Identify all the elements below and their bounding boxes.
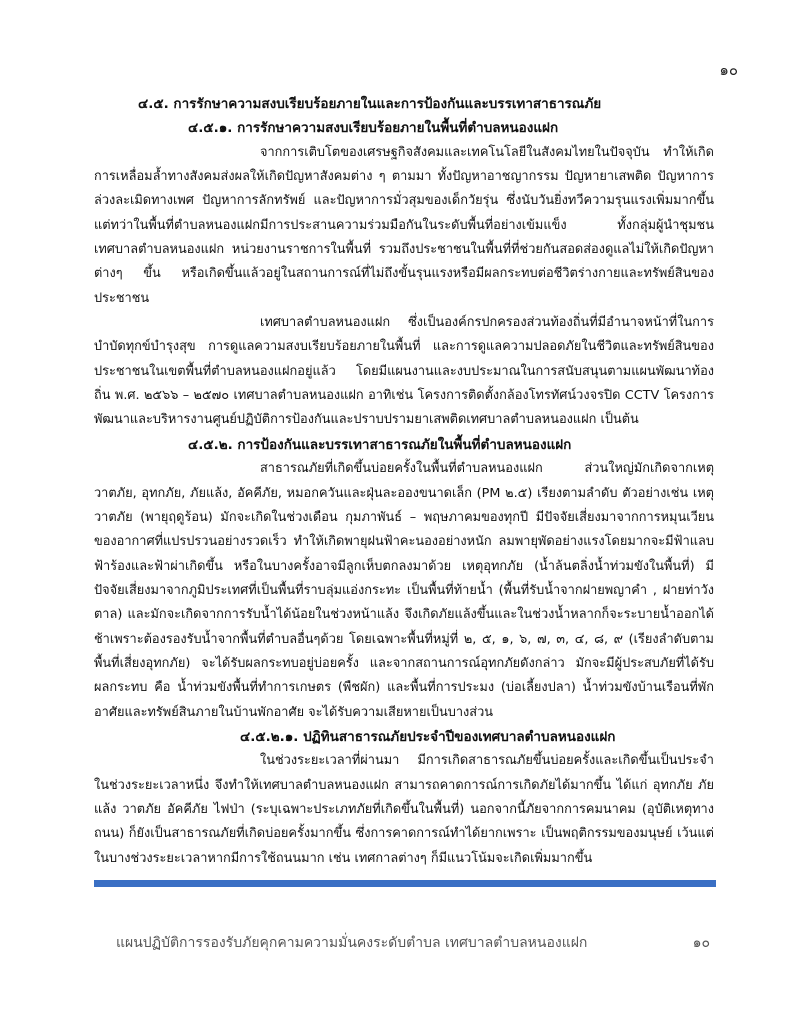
section-heading-4-5: ๔.๕. การรักษาความสงบเรียบร้อยภายในและการป้องกันและบรรเทาสาธารณภัย — [138, 96, 602, 112]
paragraph-4: ในช่วงระยะเวลาที่ผ่านมา มีการเกิดสาธารณภัยขึ้นบ่อยครั้งและเกิดขึ้นเป็นประจำในช่วงระยะเวลาหนึ่ง จึงทำให้เทศบาลตำบลหนองแฝก สามารถคาดการณ์การเกิดภัยได้มากขึ้น ได้แก่ อุทกภัย ภัยแล้ง วาตภัย อัคคีภัย ไฟป่า (ระบุเฉพาะประเภทภัยที่เกิดขึ้นในพื้นที่) นอกจากนี้ภัยจากการคมนาคม (อุบัติเหตุทางถนน) ก็ยังเป็นสาธารณภัยที่เกิดบ่อยครั้งมากขึ้น ซึ่งการคาดการณ์ทำได้ยากเพราะ เป็นพฤติกรรมของมนุษย์ เว้นแต่ในบางช่วงระยะเวลาหากมีการใช้ถนนมาก เช่น เทศกาลต่างๆ ก็มีแนวโน้มจะเกิดเพิ่มมากขึ้น — [94, 753, 714, 866]
document-body — [94, 92, 714, 871]
page-number-top: ๑๐ — [719, 61, 738, 79]
footer-page-number: ๑๐ — [692, 935, 710, 951]
paragraph-3: สาธารณภัยที่เกิดขึ้นบ่อยครั้งในพื้นที่ตำบลหนองแฝก ส่วนใหญ่มักเกิดจากเหตุวาตภัย, อุทกภัย, ภัยแล้ง, อัคคีภัย, หมอกควันและฝุ่นละอองขนาดเล็ก (PM ๒.๕) เรียงตามลำดับ ตัวอย่างเช่น เหตุวาตภัย (พายุฤดูร้อน) มักจะเกิดในช่วงเดือน กุมภาพันธ์ – พฤษภาคมของทุกปี มีปัจจัยเสี่ยงมาจากการหมุนเวียนของอากาศที่แปรปรวนอย่างรวดเร็ว ทำให้เกิดพายุฝนฟ้าคะนองอย่างหนัก ลมพายุพัดอย่างแรงโดยมากจะมีฟ้าแลบฟ้าร้องและฟ้าผ่าเกิดขึ้น หรือในบางครั้งอาจมีลูกเห็บตกลงมาด้วย เหตุอุทกภัย (น้ำล้นตลิ่งน้ำท่วมขังในพื้นที่) มีปัจจัยเสี่ยงมาจากภูมิประเทศที่เป็นพื้นที่ราบลุ่มแอ่งกระทะ เป็นพื้นที่ท้ายน้ำ (พื้นที่รับน้ำจากฝายพญาคำ , ฝายท่าวังตาล) และมักจะเกิดจากการรับน้ำได้น้อยในช่วงหน้าแล้ง จึงเกิดภัยแล้งขึ้นและในช่วงน้ำหลากก็จะระบายน้ำออกได้ช้าเพราะต้องรองรับน้ำจากพื้นที่ตำบลอื่นๆด้วย โดยเฉพาะพื้นที่หมู่ที่ ๒, ๕, ๑, ๖, ๗, ๓, ๔, ๘, ๙ (เรียงลำดับตามพื้นที่เสี่ยงอุทกภัย) จะได้รับผลกระทบอยู่บ่อยครั้ง และจากสถานการณ์อุทกภัยดังกล่าว มักจะมีผู้ประสบภัยที่ได้รับผลกระทบ คือ น้ำท่วมขังพื้นที่ทำการเกษตร (พืชผัก) และพื้นที่การประมง (บ่อเลี้ยงปลา) น้ำท่วมขังบ้านเรือนที่พักอาศัยและทรัพย์สินภายในบ้านพักอาศัย จะได้รับความเสียหายเป็นบางส่วน — [94, 461, 714, 720]
section-heading-4-5-2-1: ๔.๕.๒.๑. ปฏิทินสาธารณภัยประจำปีของเทศบาลตำบลหนองแฝก — [240, 728, 616, 745]
paragraph-2: เทศบาลตำบลหนองแฝก ซึ่งเป็นองค์กรปกครองส่วนท้องถิ่นที่มีอำนาจหน้าที่ในการบำบัดทุกข์บำรุงสุข การดูแลความสงบเรียบร้อยภายในพื้นที่ และการดูแลความปลอดภัยในชีวิตและทรัพย์สินของประชาชนในเขตพื้นที่ตำบลหนองแฝกอยู่แล้ว โดยมีแผนงานและงบประมาณในการสนับสนุนตามแผนพัฒนาท้องถิ่น พ.ศ. ๒๕๖๖ – ๒๕๗๐ เทศบาลตำบลหนองแฝก อาทิเช่น โครงการติดตั้งกล้องโทรทัศน์วงจรปิด CCTV โครงการพัฒนาและบริหารงานศูนย์ปฏิบัติการป้องกันและปราบปรามยาเสพติดเทศบาลตำบลหนองแฝก เป็นต้น — [94, 315, 714, 428]
footer-title: แผนปฏิบัติการรองรับภัยคุกคามความมั่นคงระดับตำบล เทศบาลตำบลหนองแฝก — [116, 935, 588, 951]
section-heading-4-5-1: ๔.๕.๑. การรักษาความสงบเรียบร้อยภายในพื้นที่ตำบลหนองแฝก — [188, 120, 559, 137]
paragraph-1: จากการเติบโตของเศรษฐกิจสังคมและเทคโนโลยีในสังคมไทยในปัจจุบัน ทำให้เกิดการเหลื่อมล้ำทางสังคมส่งผลให้เกิดปัญหาสังคมต่าง ๆ ตามมา ทั้งปัญหาอาชญากรรม ปัญหายาเสพติด ปัญหาการล่วงละเมิดทางเพศ ปัญหาการลักทรัพย์ และปัญหาการมั่วสุมของเด็กวัยรุ่น ซึ่งนับวันยิ่งทวีความรุนแรงเพิ่มมากขึ้น แต่ทว่าในพื้นที่ตำบลหนองแฝกมีการประสานความร่วมมือกันในระดับพื้นที่อย่างเข้มแข็ง ทั้งกลุ่มผู้นำชุมชน เทศบาลตำบลหนองแฝก หน่วยงานราชการในพื้นที่ รวมถึงประชาชนในพื้นที่ที่ช่วยกันสอดส่องดูแลไม่ให้เกิดปัญหาต่างๆ ขึ้น หรือเกิดขึ้นแล้วอยู่ในสถานการณ์ที่ไม่ถึงขั้นรุนแรงหรือมีผลกระทบต่อชีวิตร่างกายและทรัพย์สินของประชาชน — [94, 144, 714, 306]
section-heading-4-5-2: ๔.๕.๒. การป้องกันและบรรเทาสาธารณภัยในพื้นที่ตำบลหนองแฝก — [188, 436, 572, 453]
footer-divider-bar — [94, 880, 716, 887]
